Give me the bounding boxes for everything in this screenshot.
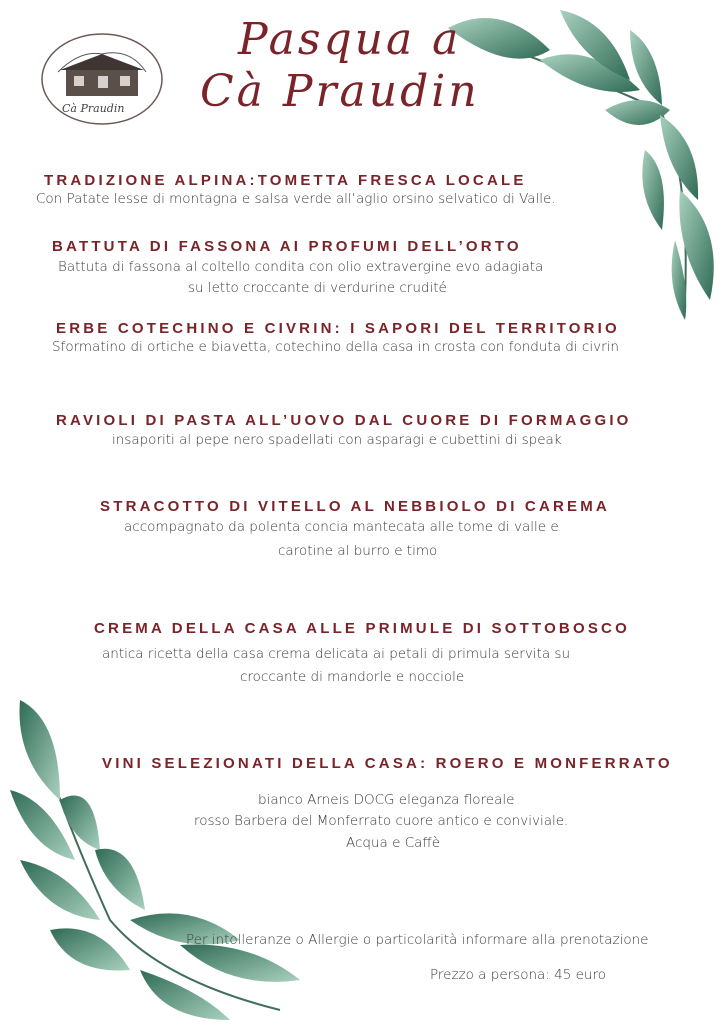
course-7-desc-line-1: bianco Arneis DOCG eleganza floreale	[258, 792, 515, 808]
course-2-desc-line-2: su letto croccante di verdurine crudité	[188, 280, 447, 296]
course-7-desc-line-3: Acqua e Caffè	[346, 835, 441, 851]
course-1-title: TRADIZIONE ALPINA:TOMETTA FRESCA LOCALE	[44, 172, 527, 189]
leaf-branch-bottom-left-icon	[0, 690, 300, 1030]
leaf-branch-top-right-icon	[430, 0, 728, 330]
course-5-desc-line-2: carotine al burro e timo	[278, 543, 438, 559]
course-7-desc-line-2: rosso Barbera del Monferrato cuore antico e conviviale.	[194, 813, 569, 829]
course-2-title: BATTUTA DI FASSONA AI PROFUMI DELL’ORTO	[52, 238, 522, 255]
course-3-desc-line-1: Sformatino di ortiche e biavetta, cotechino della casa in crosta con fonduta di civrin	[52, 339, 619, 355]
course-5-title: STRACOTTO DI VITELLO AL NEBBIOLO DI CAREMA	[100, 498, 610, 515]
title-line-1: Pasqua a	[238, 14, 462, 65]
course-1-desc-line-1: Con Patate lesse di montagna e salsa verde all’aglio orsino selvatico di Valle.	[36, 191, 556, 207]
course-5-desc-line-1: accompagnato da polenta concia mantecata alle tome di valle e	[124, 519, 559, 535]
course-4-title: RAVIOLI DI PASTA ALL’UOVO DAL CUORE DI FORMAGGIO	[56, 412, 632, 429]
course-3-title: ERBE COTECHINO E CIVRIN: I SAPORI DEL TERRITORIO	[56, 320, 620, 337]
allergy-note: Per intolleranze o Allergie o particolarità informare alla prenotazione	[186, 932, 649, 948]
course-6-desc-line-1: antica ricetta della casa crema delicata ai petali di primula servita su	[102, 646, 571, 662]
price-text: Prezzo a persona: 45 euro	[430, 967, 606, 983]
course-7-title: VINI SELEZIONATI DELLA CASA: ROERO E MONFERRATO	[102, 755, 673, 772]
logo-text: Cà Praudin	[62, 102, 125, 115]
course-6-desc-line-2: croccante di mandorle e nocciole	[240, 669, 465, 685]
course-6-title: CREMA DELLA CASA ALLE PRIMULE DI SOTTOBOSCO	[94, 620, 630, 637]
course-4-desc-line-1: insaporiti al pepe nero spadellati con asparagi e cubettini di speak	[112, 432, 562, 448]
course-2-desc-line-1: Battuta di fassona al coltello condita con olio extravergine evo adagiata	[58, 259, 544, 275]
title-line-2: Cà Praudin	[200, 66, 480, 117]
